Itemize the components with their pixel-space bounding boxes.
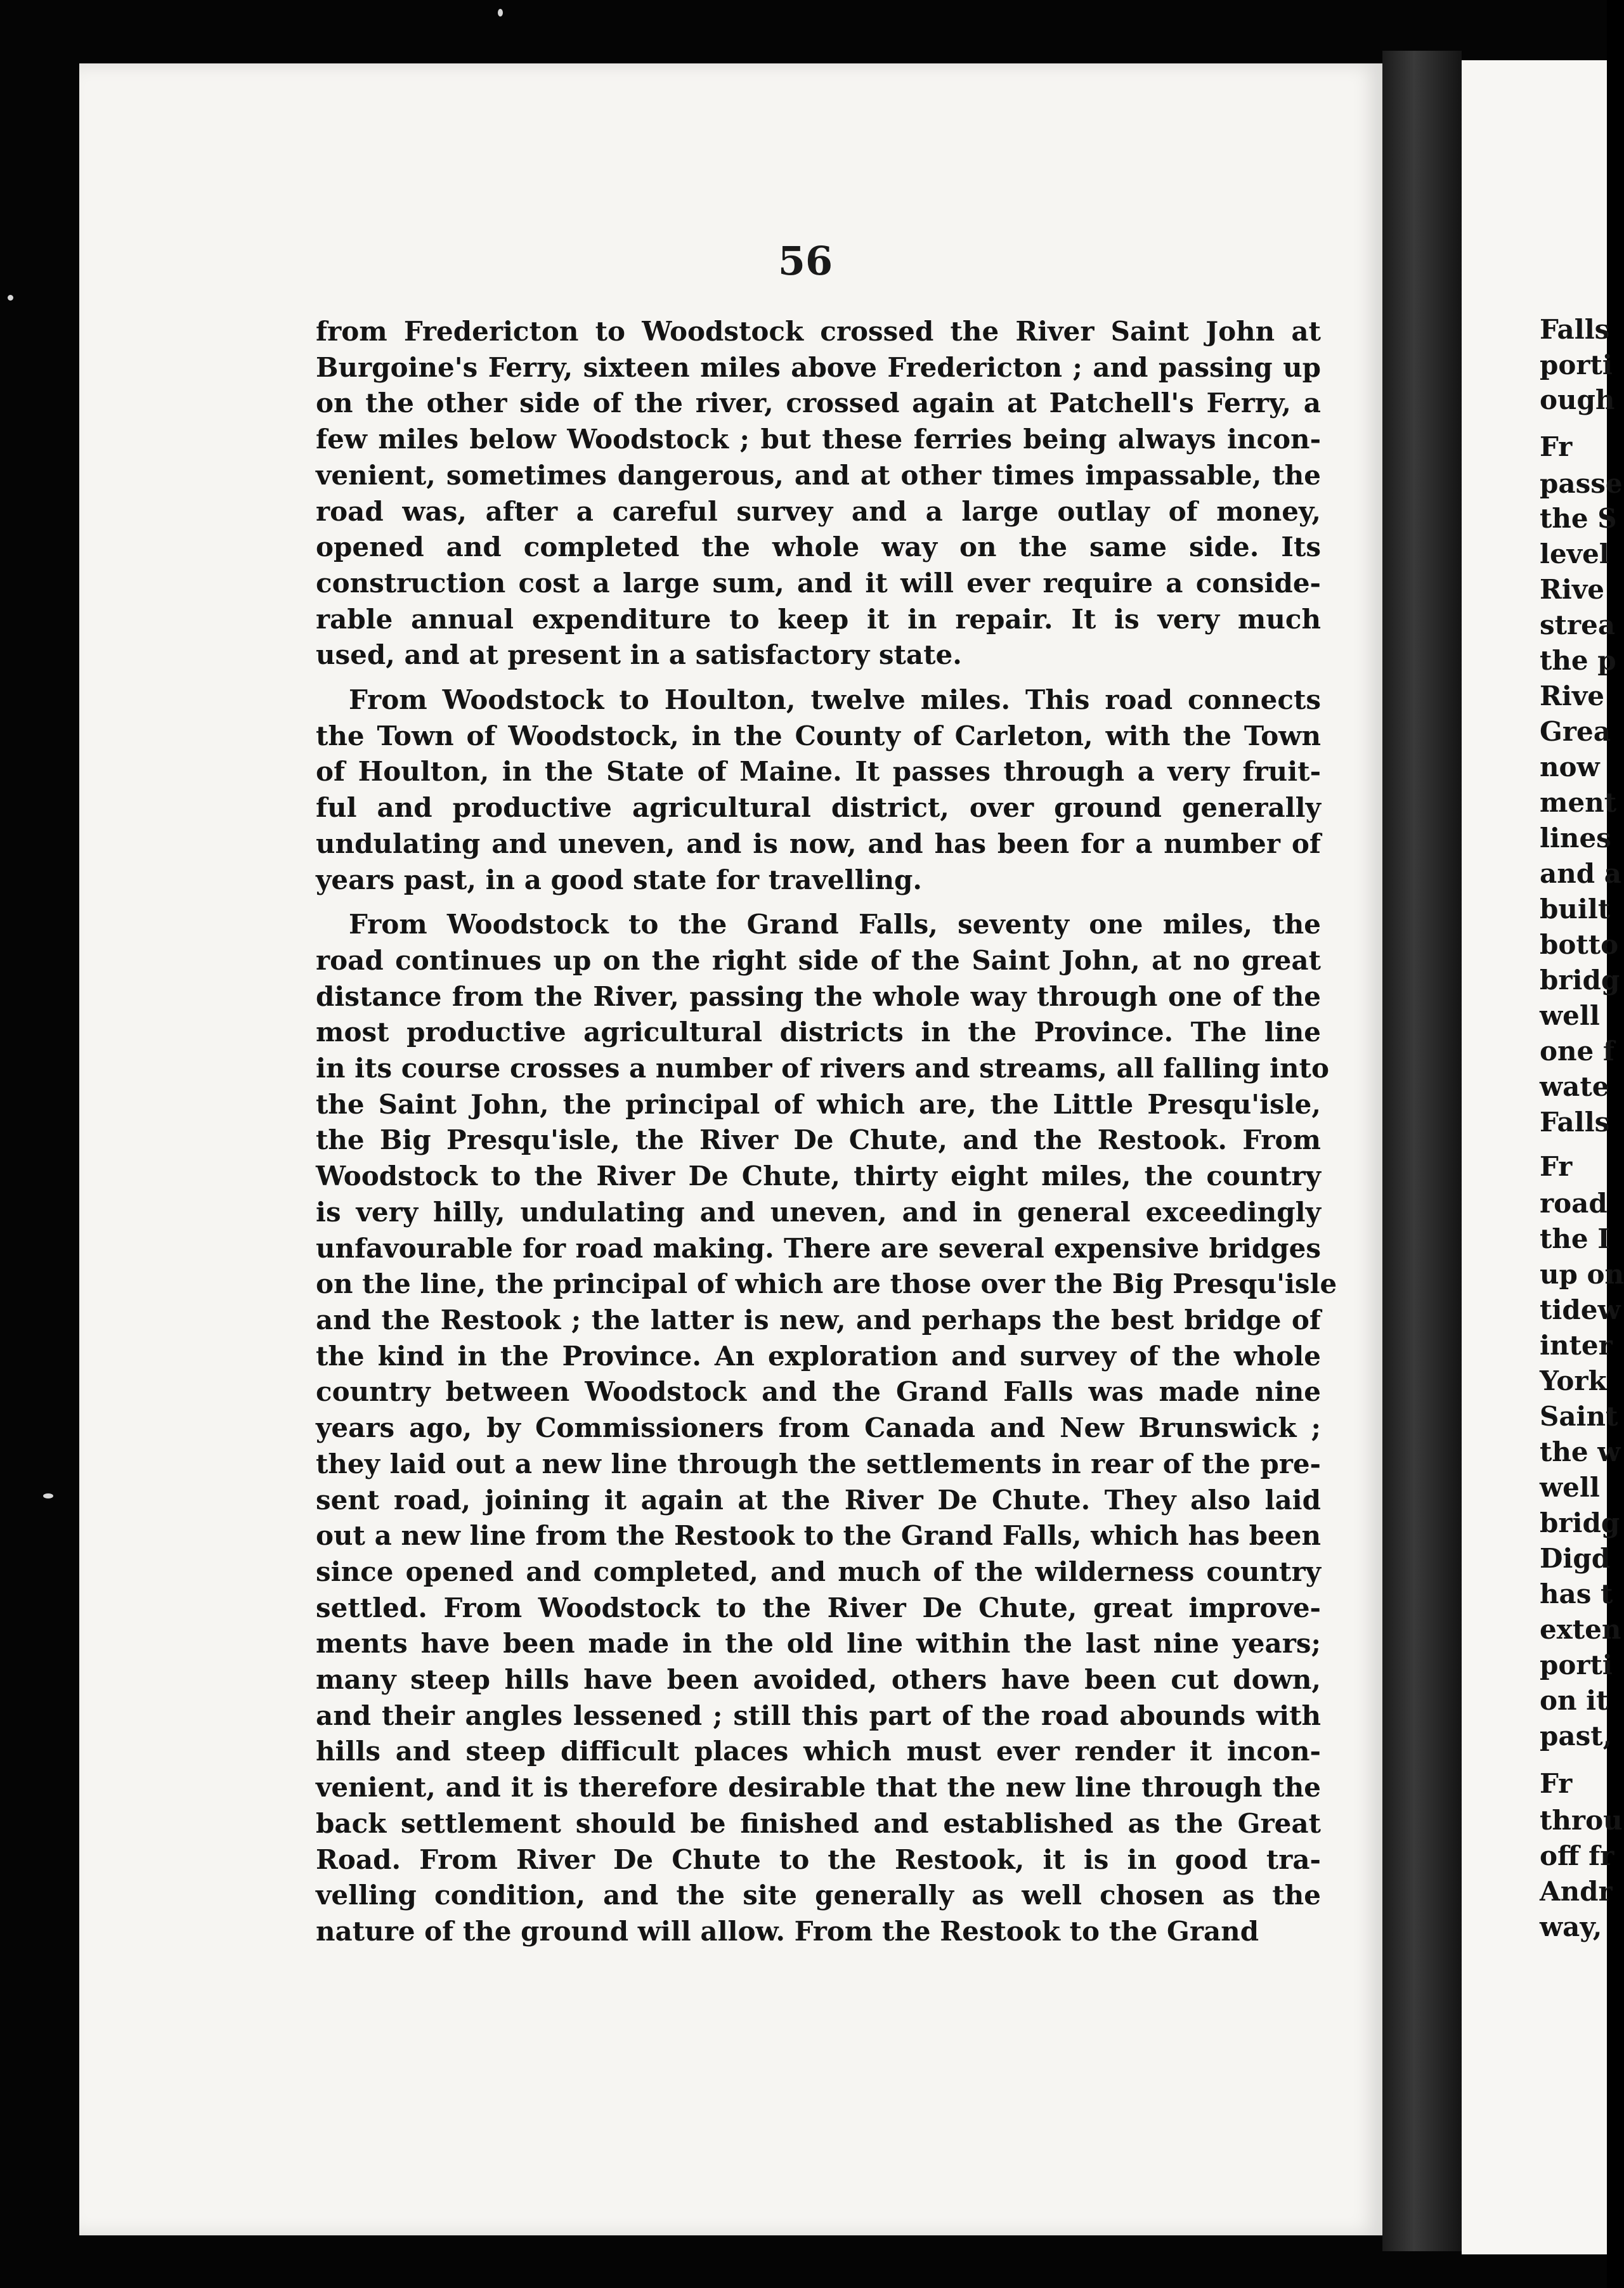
facing-page-line: wate [1540, 1071, 1609, 1102]
text-line: unfavourable for road making. There are several expensive bridges [316, 1232, 1321, 1264]
text-line: settled. From Woodstock to the River De Chute, great improve- [316, 1592, 1321, 1623]
text-line: construction cost a large sum, and it will ever require a conside- [316, 567, 1321, 599]
facing-page-line: passe [1540, 468, 1623, 499]
facing-page-line: now [1540, 751, 1600, 783]
text-line: nature of the ground will allow. From the Restook to the Grand [316, 1915, 1259, 1947]
text-line: and the Restook ; the latter is new, and perhaps the best bridge of [316, 1304, 1321, 1336]
specks [498, 9, 503, 16]
text-line: rable annual expenditure to keep it in repair. It is very much [316, 603, 1321, 635]
facing-page-line: exten [1540, 1614, 1621, 1645]
text-line: used, and at present in a satisfactory state. [316, 639, 962, 671]
text-line: the Town of Woodstock, in the County of Carleton, with the Town [316, 720, 1321, 751]
text-line: is very hilly, undulating and uneven, and in general exceedingly [316, 1196, 1321, 1228]
facing-page-line: ough [1540, 384, 1615, 415]
facing-page-line: Fr [1540, 431, 1573, 462]
text-line: of Houlton, in the State of Maine. It passes through a very fruit- [316, 756, 1321, 788]
specks [8, 295, 13, 301]
text-line: From Woodstock to the Grand Falls, seventy one miles, the [349, 909, 1321, 940]
facing-page-line: has t [1540, 1578, 1613, 1609]
facing-page-line: bridg [1540, 965, 1620, 996]
text-line: years ago, by Commissioners from Canada and New Brunswick ; [316, 1412, 1321, 1444]
facing-page-line: porti [1540, 349, 1613, 380]
text-line: opened and completed the whole way on the same side. Its [316, 531, 1321, 563]
text-line: venient, and it is therefore desirable that the new line through the [316, 1772, 1321, 1804]
facing-page-line: Andr [1540, 1876, 1613, 1907]
text-line: back settlement should be finished and established as the Great [316, 1807, 1321, 1839]
facing-page-line: level [1540, 538, 1609, 569]
text-line: and their angles lessened ; still this part of the road abounds with [316, 1700, 1321, 1731]
facing-page-line: lines [1540, 822, 1611, 854]
text-line: Woodstock to the River De Chute, thirty eight miles, the country [316, 1160, 1321, 1192]
paragraph [316, 314, 1321, 673]
text-line: the kind in the Province. An exploration and survey of the whole [316, 1340, 1321, 1372]
body-text [316, 314, 1337, 1950]
text-line: on the other side of the river, crossed again at Patchell's Ferry, a [316, 387, 1321, 419]
text-line: since opened and completed, and much of the wilderness country [316, 1556, 1321, 1587]
page-number: 56 [777, 238, 833, 284]
facing-page-line: ment [1540, 787, 1617, 818]
facing-page-line: road [1540, 1188, 1608, 1219]
text-line: in its course crosses a number of rivers and streams, all falling into [316, 1053, 1329, 1084]
facing-page-line: Rive [1540, 574, 1604, 605]
facing-page-line: Fr [1540, 1151, 1573, 1182]
facing-page-line: past, [1540, 1720, 1613, 1752]
text-line: ments have been made in the old line within the last nine years; [316, 1628, 1321, 1660]
text-line: hills and steep difficult places which must ever render it incon- [316, 1736, 1321, 1767]
facing-page-line: Digd [1540, 1543, 1611, 1574]
text-line: From Woodstock to Houlton, twelve miles. This road connects [349, 684, 1321, 716]
text-line: distance from the River, passing the whole way through one of the [316, 980, 1321, 1012]
text-line: the Big Presqu'isle, the River De Chute, and the Restook. From [316, 1124, 1321, 1156]
facing-page-line: way, [1540, 1911, 1602, 1942]
facing-page-line: York [1540, 1365, 1607, 1396]
text-line: few miles below Woodstock ; but these ferries being always incon- [316, 424, 1321, 455]
facing-page-line: off fr [1540, 1840, 1614, 1871]
text-line: many steep hills have been avoided, others have been cut down, [316, 1664, 1321, 1696]
facing-page-line: up on [1540, 1259, 1624, 1290]
text-line: years past, in a good state for travelling. [316, 864, 923, 895]
facing-page-line: bridg [1540, 1507, 1620, 1538]
facing-page-line: and a [1540, 858, 1621, 889]
specks [43, 1493, 53, 1498]
facing-page-line: built [1540, 894, 1611, 925]
paragraph [316, 682, 1321, 898]
facing-page-line: Grea [1540, 716, 1611, 747]
facing-page-line: one f [1540, 1036, 1614, 1067]
text-line: out a new line from the Restook to the Grand Falls, which has been [316, 1520, 1321, 1552]
facing-page-line: the w [1540, 1436, 1621, 1467]
facing-page-line: inter [1540, 1330, 1613, 1361]
book-gutter [1382, 51, 1462, 2251]
text-line: Burgoine's Ferry, sixteen miles above Fredericton ; and passing up [316, 351, 1321, 383]
text-line: sent road, joining it again at the River De Chute. They also laid [316, 1484, 1321, 1516]
facing-page-line: botto [1540, 929, 1619, 960]
text-line: on the line, the principal of which are those over the Big Presqu'isle [316, 1268, 1337, 1300]
facing-page-line: Falls [1540, 1107, 1610, 1138]
facing-page-line: well [1540, 1000, 1600, 1031]
text-line: country between Woodstock and the Grand Falls was made nine [316, 1376, 1321, 1408]
facing-page-line: the p [1540, 645, 1616, 676]
facing-page-line: tidew [1540, 1294, 1621, 1325]
facing-page-line: throu [1540, 1805, 1623, 1836]
text-line: road continues up on the right side of the Saint John, at no great [316, 944, 1321, 976]
facing-page-line: the S [1540, 503, 1617, 534]
text-line: velling condition, and the site generally as well chosen as the [316, 1880, 1321, 1911]
facing-page-line: Fr [1540, 1768, 1573, 1799]
facing-page-line: on it [1540, 1685, 1609, 1716]
paragraph [316, 907, 1337, 1949]
facing-page-line: Saint [1540, 1401, 1618, 1432]
facing-page-line: Rive [1540, 680, 1604, 712]
facing-page-line: Falls [1540, 314, 1610, 345]
text-line: venient, sometimes dangerous, and at other times impassable, the [316, 459, 1321, 491]
text-line: ful and productive agricultural district, over ground generally [316, 792, 1321, 824]
facing-page-text [1540, 314, 1624, 1950]
facing-page-line: porti [1540, 1649, 1613, 1680]
facing-page-line: strea [1540, 609, 1616, 640]
text-line: most productive agricultural districts in the Province. The line [316, 1017, 1321, 1048]
text-line: road was, after a careful survey and a large outlay of money, [316, 495, 1321, 527]
text-line: the Saint John, the principal of which are, the Little Presqu'isle, [316, 1088, 1321, 1120]
text-line: undulating and uneven, and is now, and has been for a number of [316, 828, 1321, 859]
text-line: they laid out a new line through the settlements in rear of the pre- [316, 1448, 1321, 1479]
facing-page-line: the I [1540, 1223, 1610, 1254]
text-line: from Fredericton to Woodstock crossed the River Saint John at [316, 316, 1321, 347]
facing-page-line: well [1540, 1472, 1600, 1503]
text-line: Road. From River De Chute to the Restook, it is in good tra- [316, 1843, 1321, 1875]
